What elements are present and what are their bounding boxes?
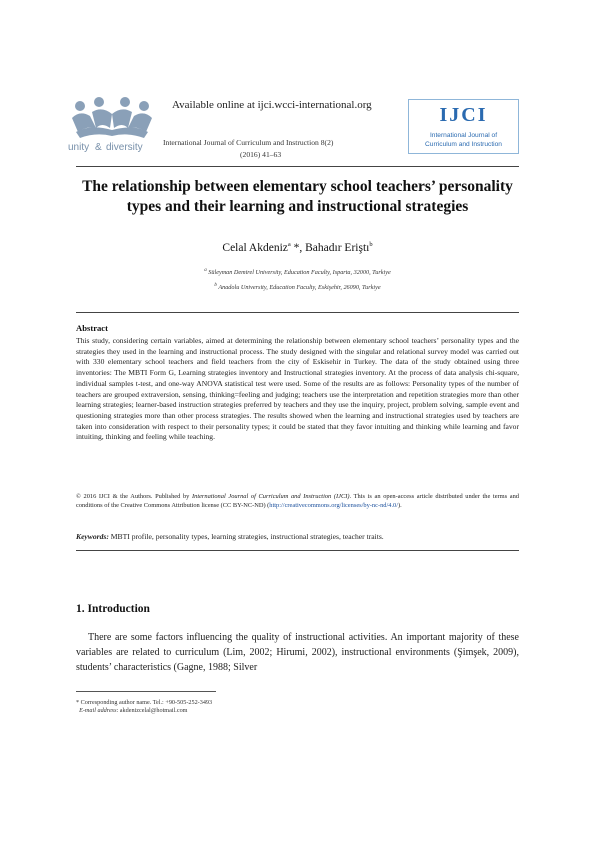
ijci-logo-title: IJCI [439, 104, 488, 126]
introduction-heading: 1. Introduction [76, 603, 150, 615]
license-link[interactable]: http://creativecommons.org/licenses/by-nc-nd/4.0/ [269, 501, 399, 509]
keywords-bottom-rule [76, 550, 519, 551]
ijci-logo-subtitle [409, 131, 518, 149]
author-1: Celal Akdeniz [222, 241, 288, 254]
header-rule [76, 166, 519, 167]
affiliation-b [70, 283, 525, 291]
keywords-label: Keywords: [76, 532, 109, 541]
article-title: The relationship between elementary school teachers’ personality types and their learning and instructional strategies [82, 178, 513, 215]
corresponding-mark: *, [290, 241, 306, 254]
introduction-paragraph: There are some factors influencing the quality of instructional activities. An important majority of these variables are related to curriculum (Lim, 2002; Hirumi, 2002), instructional environments (Şimşek, 2009), students’ characteristics (Gagne, 1988; Silver [76, 632, 519, 674]
ijci-subtitle-line1: International Journal of [429, 132, 498, 139]
affiliation-a-mark: a [204, 268, 207, 273]
abstract-top-rule [76, 312, 519, 313]
author-2-affil-mark: b [369, 241, 373, 248]
unity-diversity-logo [66, 96, 158, 154]
logo-ampersand: & [95, 142, 102, 153]
ijci-logo [408, 99, 519, 154]
author-2: Bahadır Eriştı [305, 241, 370, 254]
keywords-text: MBTI profile, personality types, learning strategies, instructional strategies, teacher traits. [108, 532, 384, 541]
affiliation-a-text: Süleyman Demirel University, Education Faculty, Isparta, 32000, Turkiye [206, 269, 391, 277]
abstract-text: This study, considering certain variables, aimed at determining the relationship between elementary school teachers’ personality types and the strategies they used in the learning and instructional process. The study designed with the singular and relational survey model was carried out with 330 elementary school teachers and field teachers from the city of Eskisehir in Turkey. The data of the study obtained using three inventories: The MBTI Form G, Learning strategies inventory and Instructional strategies inventory. At the process of data analysis chi-square, individual samples t-test, and one-way ANOVA statistical test were used. Some of the results are as follows: Personality types of the number of teachers are grouped extraversion, sensing, thinking=feeling and judging; teachers use the interpretation and repetition strategies more than other learning strategies; learner-based instruction strategies preferred by teachers and they use the inquiry, project, problem solving, sample event and questioning strategies more than other process strategies. The results showed when the learning and instructional strategies used by teachers are taken into consideration with respect to their personality types; it could be stated that they favor intuiting and thinking while learning and favor intuiting, thinking and feeling while teaching. [76, 336, 519, 442]
available-online-text: Available online at ijci.wcci-international.org [172, 99, 372, 111]
journal-citation: International Journal of Curriculum and Instruction 8(2) [163, 138, 334, 147]
ijci-subtitle-line2: Curriculum and Instruction [425, 141, 502, 148]
logo-word-diversity: diversity [106, 142, 143, 153]
author-1-affil-mark: a [287, 241, 291, 248]
footnote-rule [76, 691, 216, 692]
copyright-part2: . This is an open-access article distributed under the terms and conditions of the Creative Commons Attribution license (CC BY-NC-ND) ( [76, 493, 520, 509]
copyright-part1: © 2016 IJCI & the Authors. Published by [76, 493, 192, 500]
affiliation-b-text: Anadolu University, Education Faculty, Eskişehir, 26090, Turkiye [216, 284, 381, 292]
journal-pages: (2016) 41–63 [240, 150, 282, 159]
logo-word-unity: unity [68, 142, 90, 153]
affiliation-a [70, 268, 525, 276]
copyright-journal: International Journal of Curriculum and Instruction (IJCI) [192, 493, 350, 500]
footnote-marker: * [76, 699, 80, 706]
footnote-line1: Corresponding author name. Tel.: +90-505-252-3493 [79, 699, 213, 706]
footnote-email-label: E-mail address [79, 707, 117, 715]
affiliation-b-mark: b [214, 283, 217, 288]
footnote [76, 699, 212, 716]
footnote-email: : akdenizcelal@hotmail.com [116, 707, 188, 715]
keywords [76, 532, 519, 541]
abstract-heading: Abstract [76, 323, 108, 333]
copyright-notice [76, 493, 519, 510]
authors-line [70, 241, 525, 254]
copyright-part3: ). [398, 501, 402, 509]
